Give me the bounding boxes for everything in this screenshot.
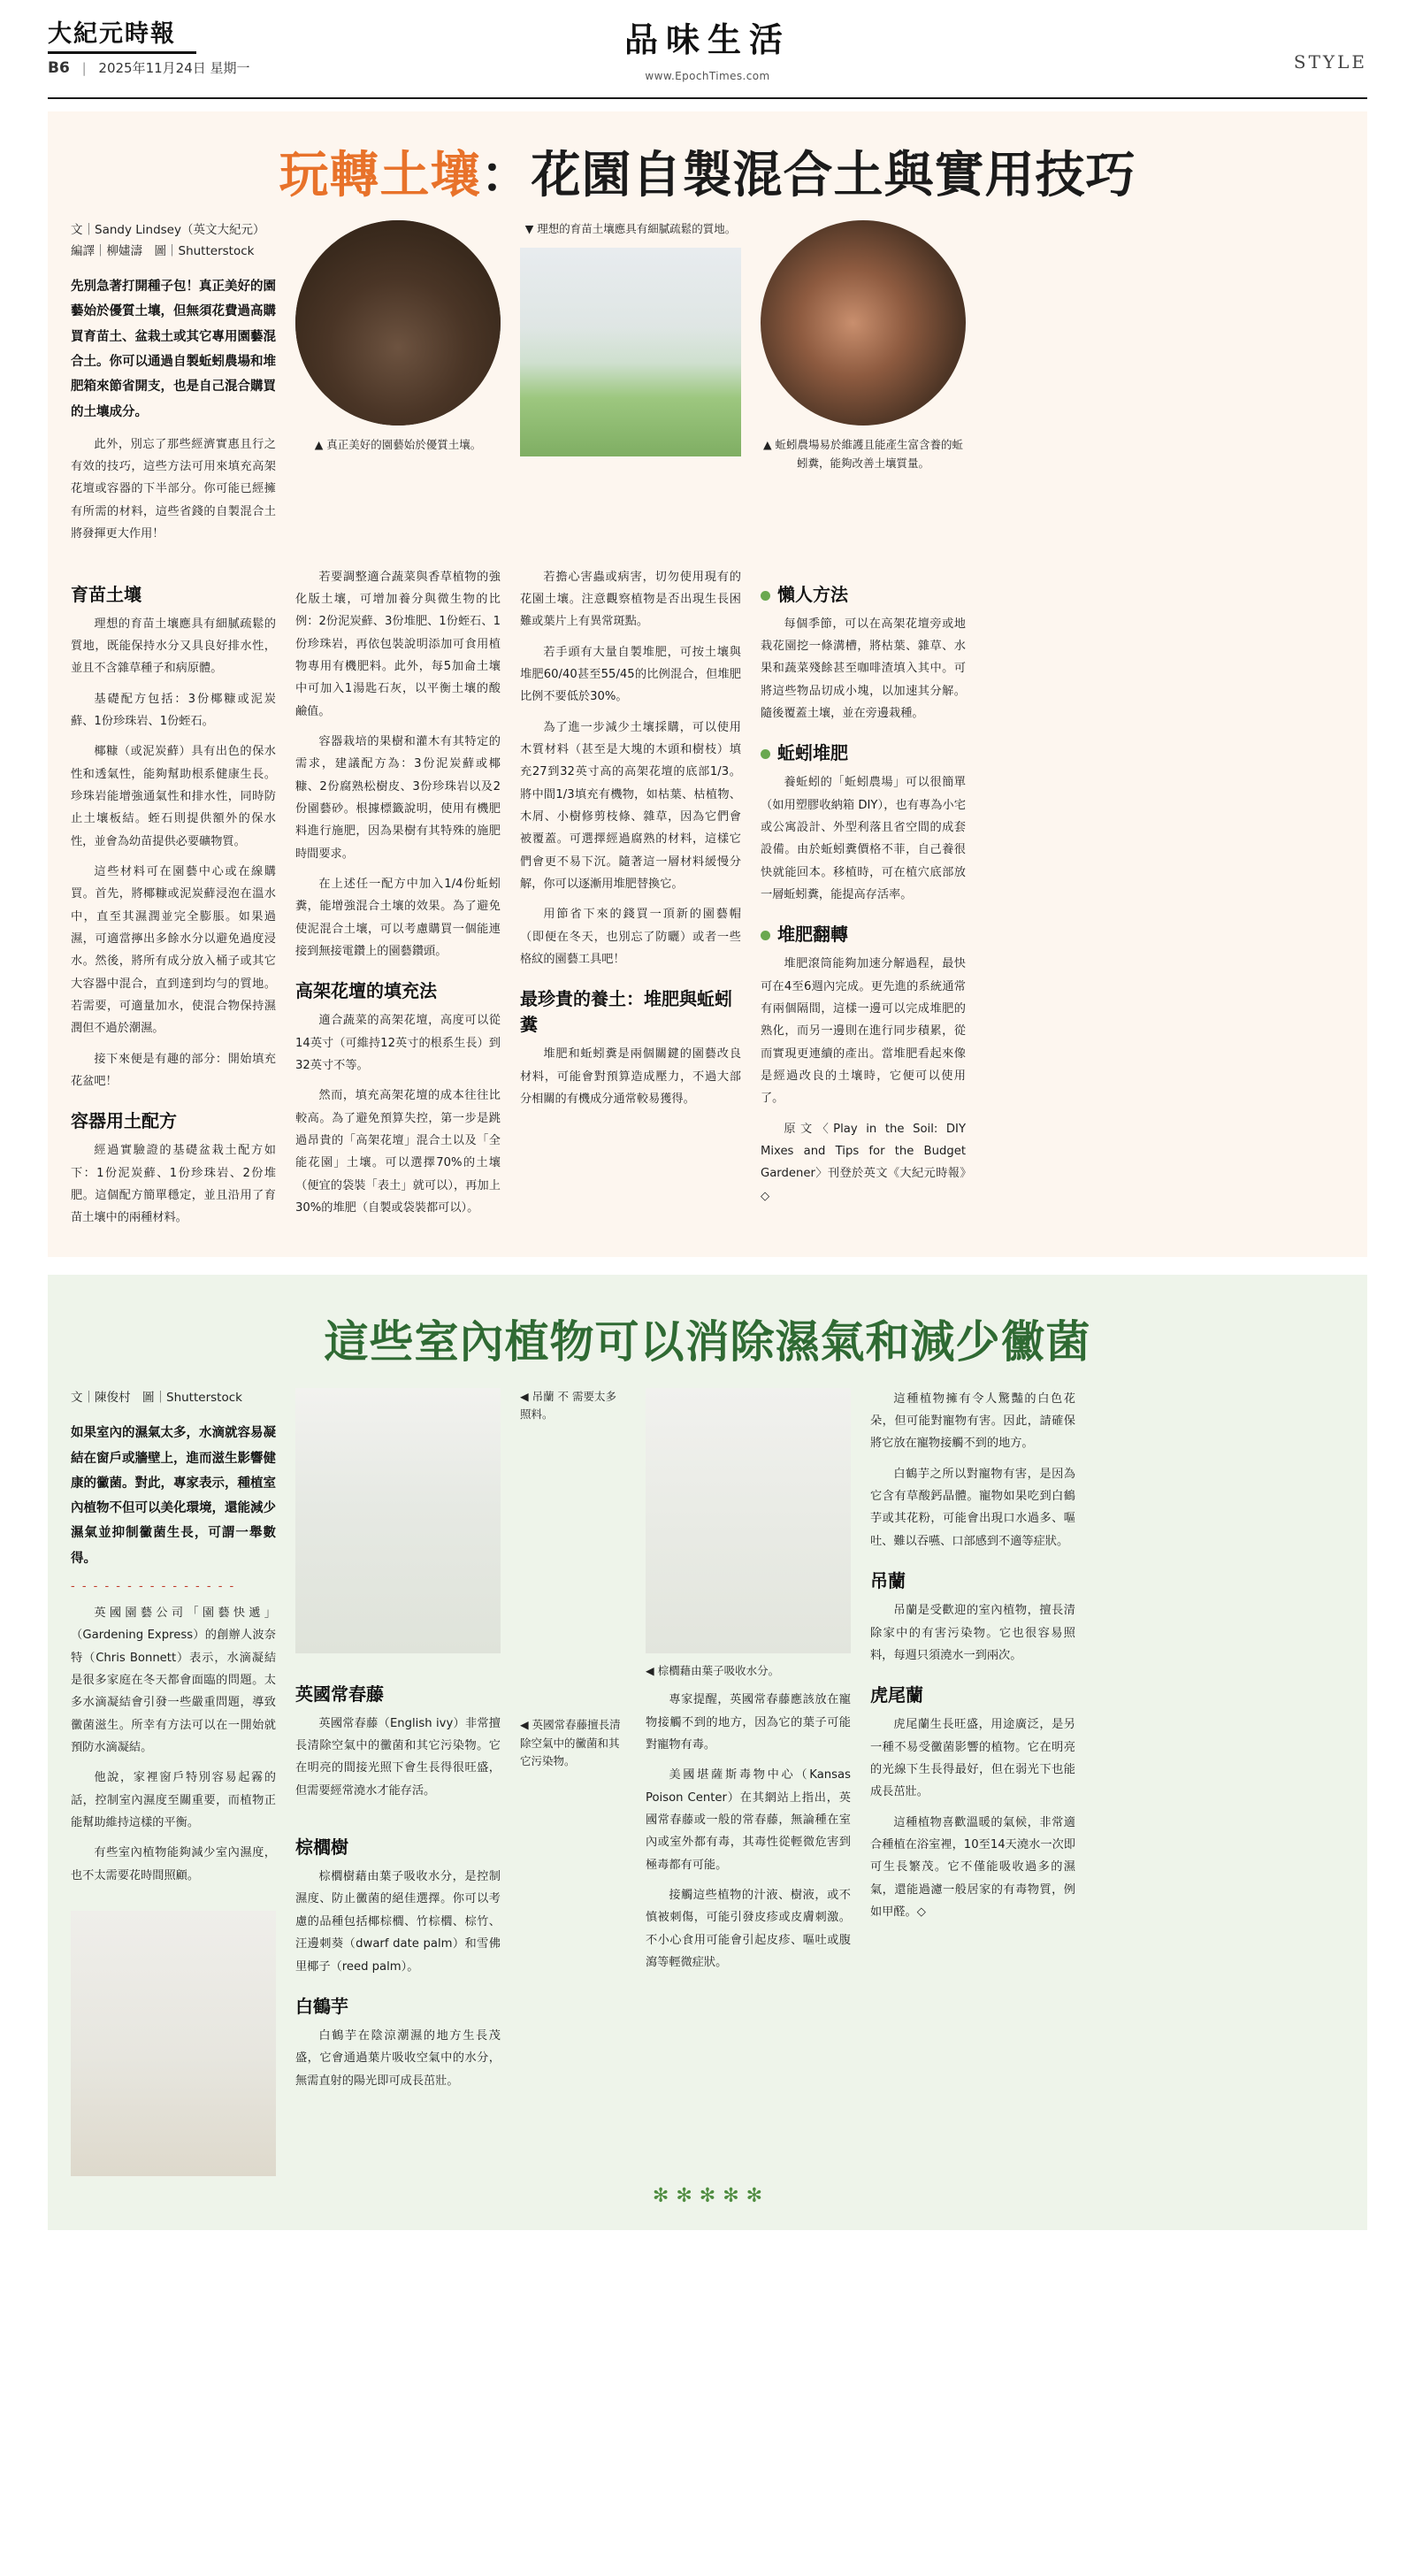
caption-palm: ◀ 棕櫚藉由葉子吸收水分。 [646,1663,780,1677]
leaf-ornament [71,2185,1344,2207]
p-lazy: 每個季節，可以在高架花壇旁或地栽花園挖一條溝槽，將枯葉、雜草、水果和蔬菜殘餘甚至咖啡渣填入其中。可將這些物品切成小塊，以加速其分解。隨後覆蓋土壤，並在旁邊栽種。 [761,617,966,720]
style-label: STYLE [1293,51,1367,73]
heading-compost-turn: 堆肥翻轉 [761,920,966,946]
photo-spider-plant [295,1388,501,1653]
article2-lead: 如果室內的濕氣太多，水滴就容易凝結在窗戶或牆壁上，進而滋生影響健康的黴菌。對此，專家表示，種植室內植物不但可以美化環境，還能減少濕氣並抑制黴菌生長，可謂一舉數得。 [71,1426,276,1566]
p-r3-3: 為了進一步減少土壤採購，可以使用木質材料（甚至是大塊的木頭和樹枝）填充27到32英寸高的高架花壇的底部1/3。將中間1/3填充有機物，如枯葉、枯植物、木屑、小樹修剪枝條、雜草，因為它們會被覆蓋。可選擇經過腐熟的材料，這樣它們會更不易下沉。隨著這一層材料緩慢分解，你可以逐漸用堆肥替換它。 [520,720,741,891]
article2-col-4 [870,1388,1075,1932]
headline-part-orange: 玩轉土壤 [279,146,481,204]
p-raised-1: 適合蔬菜的高架花壇，高度可以從14英寸（可維持12英寸的根系生長）到32英寸不等。 [295,1014,501,1073]
publication-date: 2025年11月24日 星期一 [98,60,250,76]
heading-palm: 棕櫚樹 [295,1836,348,1859]
p-precious: 堆肥和蚯蚓糞是兩個關鍵的園藝改良材料，可能會對預算造成壓力，不過大部分相關的有機成分通常較易獲得。 [520,1047,741,1107]
p-palm-1: 棕櫚樹藉由葉子吸收水分，是控制濕度、防止黴菌的絕佳選擇。你可以考慮的品種包括椰棕櫚、竹棕櫚、棕竹、汪邊刺葵（dwarf date palm）和雪佛里椰子（reed palm）。 [295,1870,501,1974]
photo-worms [761,220,966,426]
article2-caption-col [520,1388,626,1771]
p-peace-2: 白鶴芋之所以對寵物有害，是因為它含有草酸鈣晶體。寵物如果吃到白鶴芋或其花粉，可能會出現口水過多、嘔吐、難以吞嚥、口部感到不適等症狀。 [870,1467,1075,1548]
leaf-icon: ✻ [699,2185,716,2208]
p-seedbed-2: 基礎配方包括：3份椰糠或泥炭蘚、1份珍珠岩、1份蛭石。 [71,692,276,728]
p-snake-1: 虎尾蘭生長旺盛，用途廣泛，是另一種不易受黴菌影響的植物。它在明亮的光線下生長得最好，但在弱光下也能成長茁壯。 [870,1718,1075,1799]
caption-seedlings: ▼ 理想的育苗土壤應具有細膩疏鬆的質地。 [524,221,737,235]
leaf-icon: ✻ [723,2185,739,2208]
p-mid-2: 容器栽培的果樹和灌木有其特定的需求，建議配方為：3份泥炭蘚或椰糠、2份腐熟松樹皮、3份珍珠岩以及2份園藝砂。根據標籤說明，使用有機肥料進行施肥，因為果樹有其特殊的施肥時間要求。 [295,734,501,861]
article1-source-note: 原文〈Play in the Soil: DIY Mixes and Tips for the Budget Gardener〉刊登於英文《大紀元時報》◇ [761,1122,966,1203]
heading-worm-compost: 蚯蚓堆肥 [761,739,966,764]
photo-soil-hands [295,220,501,426]
article2-col-1 [71,1388,276,2176]
heading-peace-lily: 白鶴芋 [295,1995,348,2017]
caption-spider-plant: ◀ 吊蘭 不 需要太多照料。 [520,1389,617,1422]
article2-col-3 [646,1388,851,1982]
article1-lead: 先別急著打開種子包！真正美好的園藝始於優質土壤，但無須花費過高購買育苗土、盆栽土或其它專用園藝混合土。你可以通過自製蚯蚓農場和堆肥箱來節省開支，也是自己混合購買的土壤成分。 [71,280,276,419]
p-ivy-4: 接觸這些植物的汁液、樹液，或不慎被刺傷，可能引發皮疹或皮膚刺激。不小心食用可能會引起皮疹、嘔吐或腹瀉等輕微症狀。 [646,1889,851,1970]
article1-col-1 [71,566,276,1238]
p-worm: 養蚯蚓的「蚯蚓農場」可以很簡單（如用塑膠收納箱 DIY），也有專為小宅或公寓設計、外型利落且省空間的成套設備。由於蚯蚓糞價格不菲，自己養很快就能回本。移植時，可在植穴底部放一層蚯蚓糞，能提高存活率。 [761,776,966,901]
p-r3-2: 若手頭有大量自製堆肥，可按土壤與堆肥60/40甚至55/45的比例混合，但堆肥比例不要低於30%。 [520,645,741,704]
article2-p1: 英國園藝公司「園藝快遞」（Gardening Express）的創辦人波奈特（Chris Bonnett）表示，水滴凝結是很多家庭在冬天都會面臨的問題。太多水滴凝結會引發一些嚴重問題，導致黴菌滋生。所幸有方法可以在一開始就預防水滴凝結。 [71,1606,276,1755]
p-r3-4: 用節省下來的錢買一頂新的園藝帽（即便在冬天，也別忘了防曬）或者一些格紋的園藝工具吧！ [520,908,741,967]
heading-english-ivy: 英國常春藤 [295,1683,384,1705]
article1-col-3 [520,566,741,1238]
caption-english-ivy: ◀ 英國常春藤擅長清除空氣中的黴菌和其它污染物。 [520,1718,621,1768]
photo-block-seedlings [520,220,741,456]
article-indoor-plants [48,1275,1367,2230]
article1-col-2 [295,566,501,1238]
article1-para-2: 此外，別忘了那些經濟實惠且行之有效的技巧，這些方法可用來填充高架花壇或容器的下半部分。你可能已經擁有所需的材料，這些省錢的自製混合土將發揮更大作用！ [71,437,276,541]
p-ivy-2: 專家提醒，英國常春藤應該放在寵物接觸不到的地方，因為它的葉子可能對寵物有毒。 [646,1693,851,1752]
headline-part-dark: 花園自製混合土與實用技巧 [531,146,1136,204]
section-header [48,12,1367,82]
leaf-icon: ✻ [652,2185,669,2208]
heading-lazy-method: 懶人方法 [761,580,966,606]
article1-byline [71,220,276,262]
p-raised-2: 然而，填充高架花壇的成本往往比較高。為了避免預算失控，第一步是跳過昂貴的「高架花壇」混合土以及「全能花園」土壤。可以選擇70%的土壤（便宜的袋裝「表土」就可以），再加上30%的堆肥（自製或袋裝都可以）。 [295,1089,501,1215]
p-mid-1: 若要調整適合蔬菜與香草植物的強化版土壤，可增加養分與微生物的比例：2份泥炭蘚、3份堆肥、1份蛭石、1份珍珠岩，再依包裝說明添加可食用植物專用有機肥料。此外，每5加侖土壤中可加入1湯匙石灰，以平衡土壤的酸鹼值。 [295,570,501,718]
photo-palm [646,1388,851,1653]
p-snake-2: 這種植物喜歡溫暖的氣候，非常適合種植在浴室裡，10至14天澆水一次即可生長繁茂。它不僅能吸收過多的濕氣，還能過濾一般居家的有毒物質，例如甲醛。◇ [870,1815,1075,1919]
p-peace-1: 白鶴芋在陰涼潮濕的地方生長茂盛，它會通過葉片吸收空氣中的水分，無需直射的陽光即可成長茁壯。 [295,2028,501,2088]
article2-col-2 [295,1388,501,2100]
article2-headline: 這些室內植物可以消除濕氣和減少黴菌 [324,1315,1091,1368]
article2-p3: 有些室內植物能夠減少室內濕度，也不太需要花時間照顧。 [71,1846,276,1882]
caption-worms: ▲ 蚯蚓農場易於維護且能產生富含養的蚯蚓糞，能夠改善土壤質量。 [762,437,964,470]
photo-english-ivy [71,1911,276,2176]
photo-seedlings [520,248,741,456]
article2-p2: 他說，家裡窗戶特別容易起霧的話，控制室內濕度至關重要，而植物正能幫助維持這樣的平衡。 [71,1771,276,1830]
p-spider-1: 吊蘭是受歡迎的室內植物，擅長清除家中的有害污染物。它也很容易照料，每週只須澆水一到兩次。 [870,1604,1075,1662]
heading-raised-bed: 高架花壇的填充法 [295,980,437,1002]
byline-editor: 編譯｜柳嫿濤 圖｜Shutterstock [71,243,255,258]
headline-colon: ： [480,146,532,204]
p-turn: 堆肥滾筒能夠加速分解過程，最快可在4至6週內完成。更先進的系統通常有兩個隔間，這樣一邊可以完成堆肥的熟化，而另一邊則在進行同步積累，從而實現更連續的產出。當堆肥看起來像是經過改良的土壤時，它便可以使用了。 [761,957,966,1106]
p-ivy-1: 英國常春藤（English ivy）非常擅長清除空氣中的黴菌和其它污染物。它在明亮的間接光照下會生長得很旺盛，但需要經常澆水才能存活。 [295,1716,501,1798]
byline-author: 文｜Sandy Lindsey（英文大紀元） [71,222,265,237]
website-url: www.EpochTimes.com [645,70,770,82]
p-seedbed-1: 理想的育苗土壤應具有細膩疏鬆的質地，既能保持水分又具良好排水性，並且不含雜草種子和病原體。 [71,617,276,676]
photo-block-hands [295,220,501,455]
dashed-divider: - - - - - - - - - - - - - - - [71,1579,236,1593]
photo-block-worms [761,220,966,472]
p-seedbed-4: 這些材料可在園藝中心或在線購買。首先，將椰糠或泥炭蘚浸泡在溫水中，直至其濕潤並完全膨脹。如果過濕，可適當擰出多餘水分以避免過度浸水。然後，將所有成分放入桶子或其它大容器中混合，直到達到均勻的質地。若需要，可適量加水，使混合物保持濕潤但不過於潮濕。 [71,864,276,1036]
article1-headline [71,147,1344,204]
heading-container: 容器用土配方 [71,1110,177,1132]
logo-text: 大紀元時報 [48,20,176,48]
folio-separator: | [81,60,87,76]
p-ivy-3: 美國堪薩斯毒物中心（Kansas Poison Center）在其網站上指出，英國常春藤或一般的常春藤，無論種在室內或室外都有毒，其毒性從輕微危害到極毒都有可能。 [646,1768,851,1872]
p-palm-2: 這種植物擁有令人驚豔的白色花朵，但可能對寵物有害。因此，請確保將它放在寵物接觸不到的地方。 [870,1392,1075,1451]
p-seedbed-5: 接下來便是有趣的部分：開始填充花盆吧！ [71,1052,276,1089]
article1-columns [71,566,1344,1238]
heading-snake-plant: 虎尾蘭 [870,1684,923,1706]
p-container-1: 經過實驗證的基礎盆栽土配方如下：1份泥炭蘚、1份珍珠岩、2份堆肥。這個配方簡單穩定，並且沿用了育苗土壤中的兩種材料。 [71,1144,276,1225]
leaf-icon: ✻ [676,2185,692,2208]
page-number: B6 [48,59,70,77]
masthead [48,0,1367,99]
p-r3-1: 若擔心害蟲或病害，切勿使用現有的花園土壤。注意觀察植物是否出現生長困難或葉片上有異常斑點。 [520,570,741,629]
article2-byline: 文｜陳俊村 圖｜Shutterstock [71,1390,242,1405]
article1-intro-column [71,220,276,554]
p-seedbed-3: 椰糠（或泥炭蘚）具有出色的保水性和透氣性，能夠幫助根系健康生長。珍珠岩能增強通氣性和排水性，同時防止土壤板結。蛭石則提供額外的保水性，並會為幼苗提供必要礦物質。 [71,745,276,848]
section-title: 品味生活 [623,19,791,59]
article-soil [48,111,1367,1257]
heading-seedbed: 育苗土壤 [71,583,142,605]
heading-spider-plant: 吊蘭 [870,1570,906,1592]
article1-col-4 [761,566,966,1238]
leaf-icon: ✻ [746,2185,763,2208]
caption-soil-hands: ▲ 真正美好的園藝始於優質土壤。 [314,437,482,451]
p-mid-3: 在上述任一配方中加入1/4份蚯蚓糞，能增強混合土壤的效果。為了避免使泥混合土壤，可以考慮購買一個能連接到無接電鑽上的園藝鑽頭。 [295,877,501,959]
heading-precious: 最珍貴的養土：堆肥與蚯蚓糞 [520,988,732,1036]
